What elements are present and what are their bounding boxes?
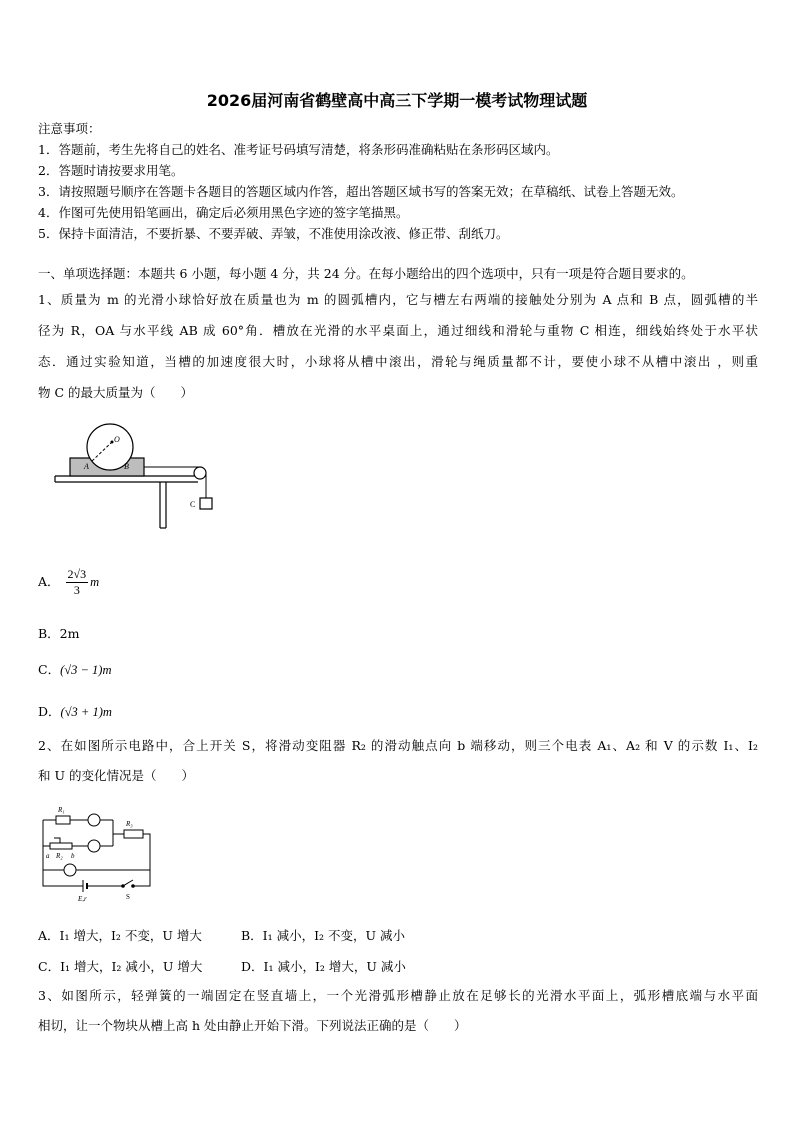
q1-line: 物 C 的最大质量为（ ） [38, 385, 194, 400]
notice-item: 1．答题前，考生先将自己的姓名、准考证号码填写清楚，将条形码准确粘贴在条形码区域内。 [38, 142, 559, 157]
q1-figure [50, 420, 220, 532]
q1-option-a-denominator: 3 [73, 583, 80, 597]
q1-label-b: B [124, 462, 129, 471]
q1-option-a-numerator: 2√3 [67, 567, 87, 581]
page-title: 2026届河南省鹤壁高中高三下学期一模考试物理试题 [206, 91, 588, 110]
q1-line: 1、质量为 m 的光滑小球恰好放在质量也为 m 的圆弧槽内，它与槽左右两端的接触处分别为 A 点和 B 点，圆弧槽的半 [38, 292, 758, 307]
q1-label-o: O [114, 435, 120, 444]
section-heading: 一、单项选择题：本题共 6 小题，每小题 4 分，共 24 分。在每小题给出的四个选项中，只有一项是符合题目要求的。 [38, 266, 694, 281]
q1-option-c: C．(√3 − 1)m [38, 662, 112, 677]
q2-line: 2、在如图所示电路中，合上开关 S，将滑动变阻器 R₂ 的滑动触点向 b 端移动，则三个电表 A₁、A₂ 和 V 的示数 I₁、I₂ [38, 738, 758, 753]
q3-line: 相切，让一个物块从槽上高 h 处由静止开始下滑。下列说法正确的是（ ） [38, 1018, 467, 1033]
q1-label-c: C [190, 500, 196, 509]
q2-label-b: b [71, 852, 75, 860]
notice-item: 4．作图可先使用铅笔画出，确定后必须用黑色字迹的签字笔描黑。 [38, 205, 409, 220]
q1-option-a: A． $\frac{2√3}{3}$ m [38, 567, 100, 597]
q1-option-d: D．(√3 + 1)m [38, 704, 112, 719]
q1-line: 径为 R，OA 与水平线 AB 成 60°角．槽放在光滑的水平桌面上，通过细线和滑轮与重物 C 相连，细线始终处于水平状 [38, 323, 758, 338]
q2-label-r3: R₃ [126, 820, 133, 828]
q2-label-r1: R₁ [58, 806, 65, 814]
notice-item: 3．请按照题号顺序在答题卡各题目的答题区域内作答，超出答题区域书写的答案无效；在草稿纸、试卷上答题无效。 [38, 184, 684, 199]
q3-line: 3、如图所示，轻弹簧的一端固定在竖直墙上，一个光滑弧形槽静止放在足够长的光滑水平面上，弧形槽底端与水平面 [38, 988, 758, 1003]
q2-label-a: a [46, 852, 50, 860]
notice-item: 2．答题时请按要求用笔。 [38, 163, 184, 178]
q1-option-d-expr: (√3 + 1)m [60, 705, 112, 719]
q1-line: 态．通过实验知道，当槽的加速度很大时，小球将从槽中滚出，滑轮与绳质量都不计，要使小球不从槽中滚出 ，则重 [38, 354, 758, 369]
q1-option-c-expr: (√3 − 1)m [60, 663, 112, 677]
q2-label-r2: R₂ [56, 852, 63, 860]
q2-option-a: A．I₁ 增大，I₂ 不变，U 增大 [38, 928, 202, 943]
q2-label-er: E,r [78, 895, 87, 903]
q2-option-d: D．I₁ 减小，I₂ 增大，U 减小 [241, 959, 406, 974]
q1-option-a-var: m [90, 575, 100, 589]
q2-line: 和 U 的变化情况是（ ） [38, 768, 194, 783]
q2-option-c: C．I₁ 增大，I₂ 减小，U 增大 [38, 959, 203, 974]
notice-item: 5．保持卡面清洁，不要折暴、不要弄破、弄皱，不准使用涂改液、修正带、刮纸刀。 [38, 226, 509, 241]
notice-heading: 注意事项： [38, 121, 101, 136]
q1-label-a: A [84, 462, 89, 471]
q2-label-s: S [126, 893, 130, 901]
q2-option-b: B．I₁ 减小，I₂ 不变，U 减小 [241, 928, 406, 943]
q2-figure [38, 800, 158, 905]
q1-option-b: B．2m [38, 626, 80, 641]
